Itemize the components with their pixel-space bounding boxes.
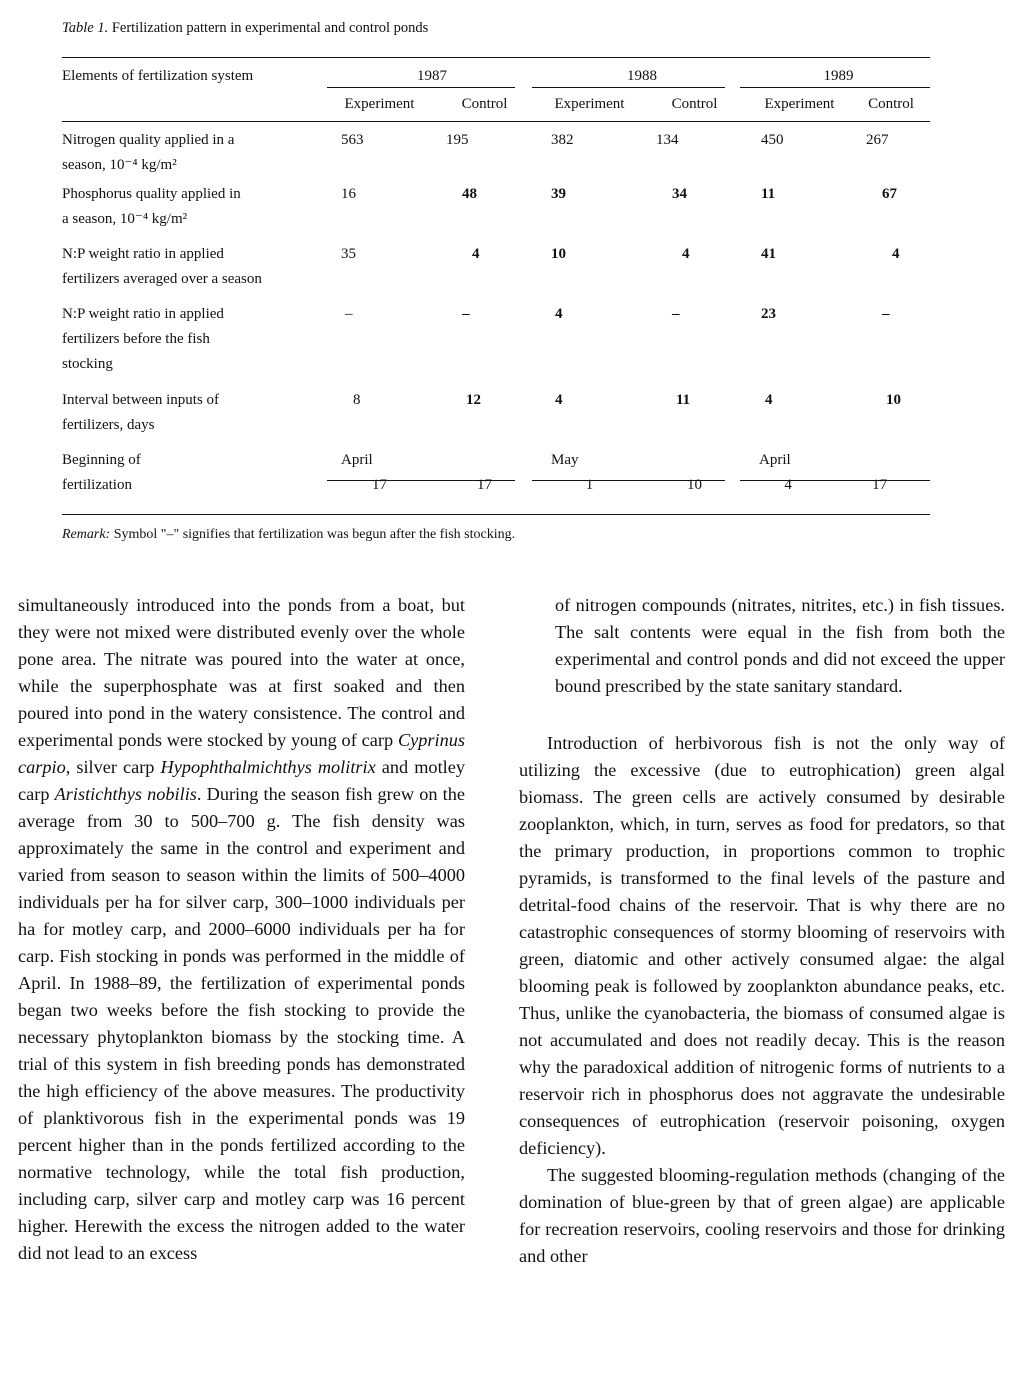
table-cell: 11 — [676, 392, 691, 408]
species-name: Cyprinus carpio — [18, 730, 465, 777]
row-label-line: Phosphorus quality applied in — [62, 186, 241, 202]
sub-header: Control — [868, 96, 914, 112]
table-cell: 67 — [882, 186, 897, 202]
day-value: 17 — [372, 477, 387, 493]
table-bottom-rule — [62, 514, 930, 515]
table-cell: 16 — [341, 186, 356, 202]
table-row — [62, 242, 930, 302]
sub-header: Experiment — [764, 96, 835, 112]
row-label-line: season, 10⁻⁴ kg/m² — [62, 157, 177, 173]
row-header-cell: Elements of fertilization system — [62, 68, 254, 84]
row-label-line: fertilizers, days — [62, 417, 155, 433]
table-cell: 34 — [672, 186, 687, 202]
left-column — [18, 592, 465, 1267]
table-cell: 4 — [892, 246, 900, 262]
table-cell: 39 — [551, 186, 566, 202]
table-cell: 41 — [761, 246, 776, 262]
table-cell: – — [462, 306, 470, 322]
table-cell: 134 — [656, 132, 679, 148]
right-paragraph-1: of nitrogen compounds (nitrates, nitrites, etc.) in fish tissues. The salt contents were equal in the fish from both the experimental and control ponds and did not exceed the upper bound prescribed by the state sanitary standard. — [555, 595, 1005, 696]
year-header: 1987 — [417, 68, 447, 84]
right-paragraph-2: Introduction of herbivorous fish is not the only way of utilizing the excessive (due to eutrophication) green algal biomass. The green cells are actively consumed by desirable zooplankton, which, in turn, serves as food for predators, so that the primary production, in proportions common to trophic pyramids, is transformed to the final levels of the pasture and detrital-food chains of the reservoir. That is why there are no catastrophic consequences of stormy blooming of reservoirs with green, diatomic and other actively consumed algae: the algal blooming peak is followed by zooplankton abundance peaks, etc. Thus, unlike the cyanobacteria, the biomass of consumed algae is not accumulated and does not readily decay. This is the reason why the paradoxical addition of nitrogenic forms of nutrients to a reservoir rich in phosphorus does not aggravate the undesirable consequences of eutrophication (reservoir poisoning, oxygen deficiency). — [519, 733, 1005, 1158]
row-label-line: Beginning of — [62, 452, 141, 468]
row-label-line: a season, 10⁻⁴ kg/m² — [62, 211, 188, 227]
table-cell: 4 — [765, 392, 773, 408]
table-cell: 267 — [866, 132, 889, 148]
sub-header: Control — [671, 96, 718, 112]
day-value: 17 — [872, 477, 888, 493]
day-value: 10 — [687, 477, 702, 493]
table-cell: – — [672, 306, 680, 322]
left-paragraph: simultaneously introduced into the ponds from a boat, but they were not mixed were distributed evenly over the whole pone area. The nitrate was poured into the water at once, while the superphosphate was at first soaked and then poured into pond in the watery consistence. The control and experimental ponds were stocked by young of carp Cyprinus carpio, silver carp Hypophthalmichthys molitrix and motley carp Aristichthys nobilis. During the season fish grew on the average from 30 to 500–700 g. The fish density was approximately the same in the control and experiment and varied from season to season within the limits of 500–4000 individuals per ha for silver carp, 300–1000 individuals per ha for motley carp, and 2000–6000 individuals per ha for carp. Fish stocking in ponds was performed in the middle of April. In 1988–89, the fertilization of experimental ponds began two weeks before the fish stocking to provide the necessary phytoplankton biomass by the stocking time. A trial of this system in fish breeding ponds has demonstrated the high efficiency of the above measures. The productivity of planktivorous fish in the experimental ponds was 19 percent higher than in the ponds fertilized according to the normative technology, while the total fish production, including carp, silver carp and motley carp was 16 percent higher. Herewith the excess the nitrogen added to the water did not lead to an excess — [18, 595, 465, 1263]
row-label-line: fertilization — [62, 477, 132, 493]
species-name: Hypophthalmichthys molitrix — [160, 757, 376, 777]
day-value: 17 — [477, 477, 492, 493]
table-cell: 195 — [446, 132, 469, 148]
right-paragraph-3: The suggested blooming-regulation methods (changing of the domination of blue-green by that of green algae) are applicable for recreation reservoirs, cooling reservoirs and those for drinking and other — [519, 1165, 1005, 1266]
table-cell: – — [882, 306, 890, 322]
fertilization-table — [62, 58, 930, 508]
table-cell: – — [345, 306, 353, 322]
table-cell: 10 — [886, 392, 901, 408]
table-row-beginning — [62, 448, 930, 508]
table-cell: 4 — [472, 246, 480, 262]
row-label-line: fertilizers before the fish — [62, 331, 210, 347]
table-cell: 450 — [761, 132, 784, 148]
table-cell: 23 — [761, 306, 776, 322]
sub-header: Experiment — [554, 96, 625, 112]
table-caption — [62, 20, 428, 37]
table-row — [62, 302, 930, 388]
remark-label: Remark: — [62, 527, 111, 542]
remark-text: Symbol "–" signifies that fertilization was begun after the fish stocking. — [113, 527, 516, 542]
sub-header: Experiment — [344, 96, 415, 112]
table-cell: 382 — [551, 132, 574, 148]
row-label-line: Nitrogen quality applied in a — [62, 132, 235, 148]
row-label-line: N:P weight ratio in applied — [62, 246, 224, 262]
day-value: 4 — [784, 477, 792, 493]
species-name: Aristichthys nobilis — [54, 784, 197, 804]
sub-header: Control — [461, 96, 508, 112]
month-label: May — [551, 452, 579, 468]
table-cell: 4 — [682, 246, 690, 262]
year-header: 1988 — [627, 68, 657, 84]
row-label-line: N:P weight ratio in applied — [62, 306, 224, 322]
table-cell: 563 — [341, 132, 364, 148]
month-label: April — [759, 452, 791, 468]
table-cell: 4 — [555, 306, 563, 322]
table-cell: 4 — [555, 392, 563, 408]
table-cell: 11 — [761, 186, 776, 202]
table-row — [62, 388, 930, 448]
row-label-line: Interval between inputs of — [62, 392, 220, 408]
year-header: 1989 — [823, 68, 854, 84]
table-caption-label: Table 1. — [62, 20, 109, 36]
table-row — [62, 122, 930, 182]
day-value: 1 — [585, 477, 594, 493]
table-row — [62, 182, 930, 242]
row-label-line: stocking — [62, 356, 113, 372]
table-remark — [62, 527, 515, 543]
right-column — [519, 592, 1005, 1270]
row-label-line: fertilizers averaged over a season — [62, 271, 262, 287]
table-cell: 35 — [341, 246, 356, 262]
table-cell: 10 — [551, 246, 566, 262]
month-label: April — [341, 452, 373, 468]
table-caption-text: Fertilization pattern in experimental and control ponds — [111, 20, 429, 36]
table-cell: 12 — [466, 392, 481, 408]
table-cell: 8 — [353, 392, 361, 408]
table-cell: 48 — [462, 186, 477, 202]
